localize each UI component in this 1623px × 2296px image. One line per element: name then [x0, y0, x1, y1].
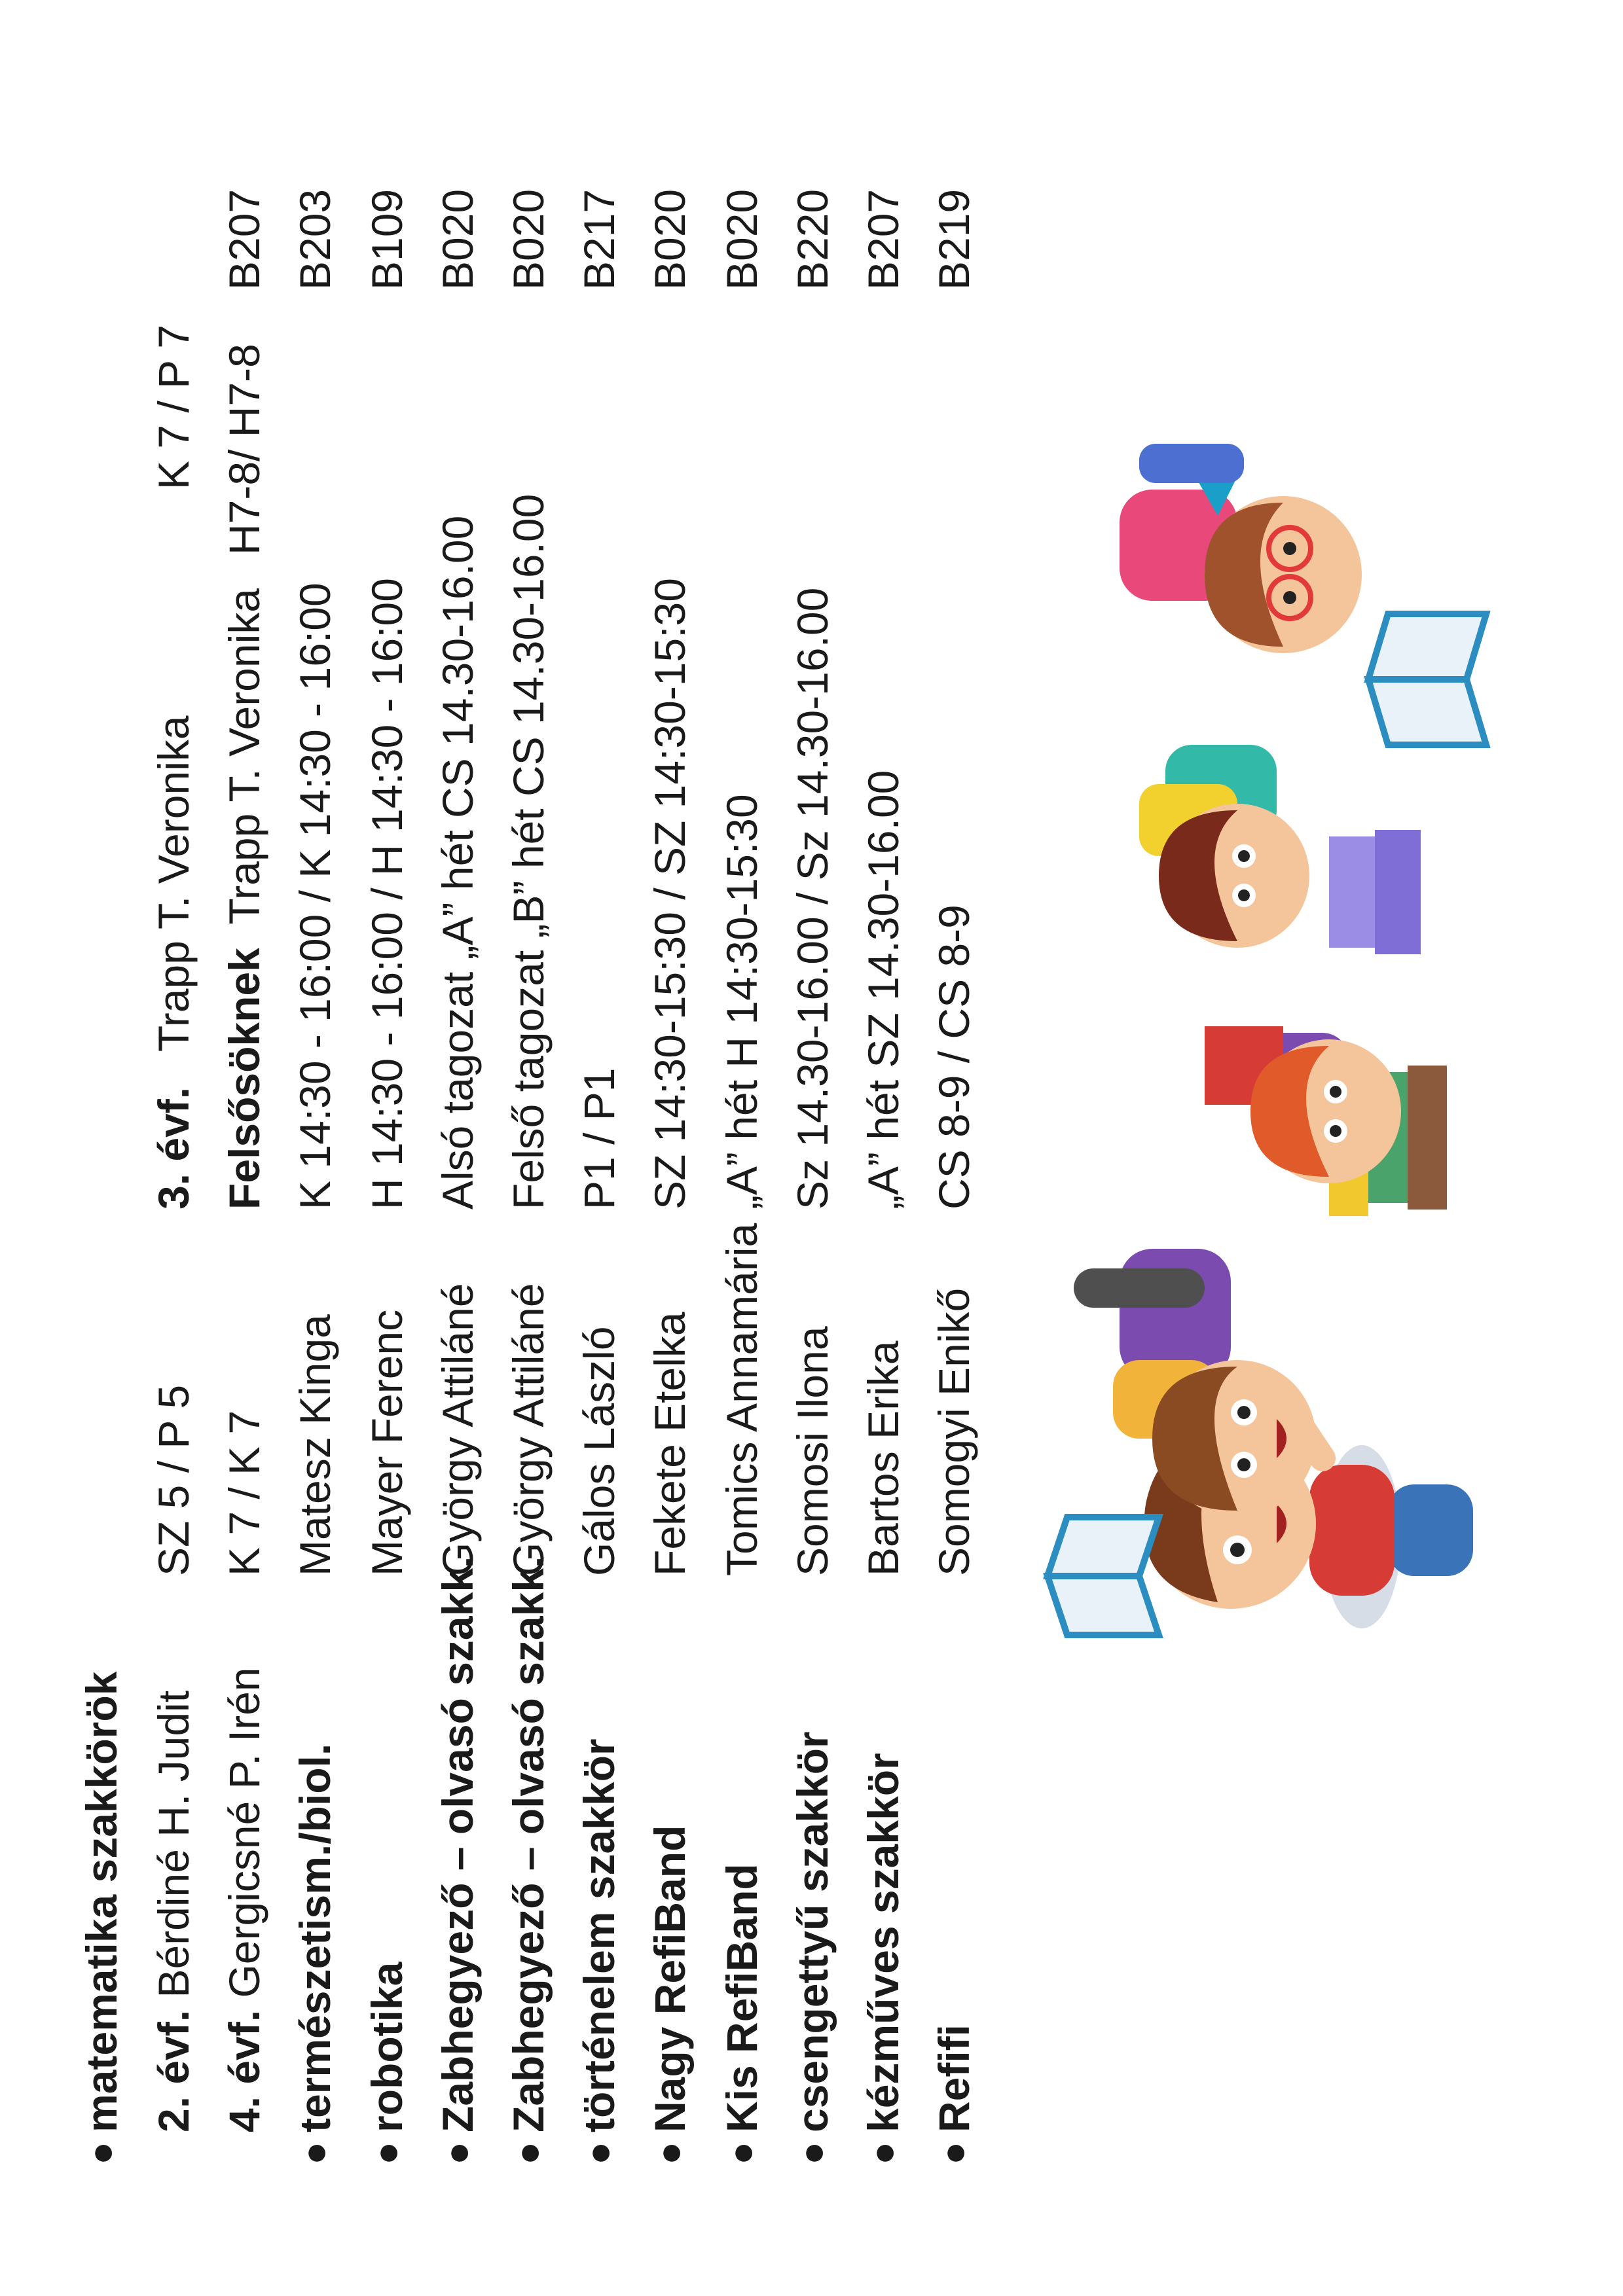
- table-row: [776, 0, 848, 2296]
- schedule: Sz 14.30-16.00 / Sz 14.30-16.00: [788, 587, 837, 1210]
- club-name: Nagy RefiBand: [646, 1825, 694, 2132]
- bullet: ●: [720, 2141, 763, 2165]
- kid-glasses-icon: [1120, 444, 1362, 653]
- kids-reading-illustration: [1021, 365, 1545, 1674]
- teacher-name: Fekete Etelka: [646, 1312, 694, 1576]
- room: B207: [859, 188, 907, 290]
- club-name: Zabhegyező – olvasó szakk.: [433, 1556, 482, 2132]
- schedule: Alsó tagozat „A” hét CS 14.30-16.00: [433, 515, 482, 1210]
- table-row: [208, 0, 280, 2296]
- room: B020: [646, 188, 694, 290]
- table-row: [422, 0, 494, 2296]
- room: B217: [575, 188, 623, 290]
- teacher-name: Trapp T. Veronika: [149, 715, 198, 1052]
- table-row: [847, 0, 919, 2296]
- table-row: [563, 0, 635, 2296]
- kid-green-book-icon: [1139, 745, 1309, 948]
- room: B207: [220, 188, 268, 290]
- table-row: [706, 0, 778, 2296]
- room: B219: [930, 188, 978, 290]
- kid-on-books-icon: [1205, 1026, 1447, 1216]
- room: B203: [291, 188, 339, 290]
- grade-label: 3. évf.: [149, 1086, 198, 1210]
- schedule: SZ 5 / P 5: [149, 1384, 198, 1576]
- schedule: SZ 14:30-15:30 / SZ 14:30-15:30: [646, 578, 694, 1210]
- bullet: ●: [365, 2141, 409, 2165]
- teacher-name: Tomics Annamária: [718, 1223, 766, 1576]
- teacher-name: Bérdiné H. Judit: [149, 1690, 198, 1998]
- schedule: P1 / P1: [575, 1067, 623, 1210]
- grade-label: Felsősöknek: [220, 948, 268, 1210]
- club-name: Refifi: [930, 2024, 978, 2132]
- schedule: „A” hét H 14:30-15:30: [718, 794, 766, 1210]
- table-row: [137, 0, 210, 2296]
- table-row: [351, 0, 423, 2296]
- grade-label: 4. évf.: [220, 2009, 268, 2132]
- table-row: [634, 0, 706, 2296]
- kid-sitting-icon: [1074, 1249, 1316, 1517]
- teacher-name: György Attiláné: [504, 1283, 553, 1576]
- schedule: K 7 / P 7: [149, 325, 198, 490]
- room: B020: [433, 188, 482, 290]
- bullet: ●: [435, 2141, 479, 2165]
- table-row: [492, 0, 564, 2296]
- teacher-name: Gálos László: [575, 1326, 623, 1576]
- club-name: történelem szakkör: [575, 1738, 623, 2132]
- teacher-name: Bartos Erika: [859, 1340, 907, 1576]
- table-row: [65, 0, 137, 2296]
- club-name: Kis RefiBand: [718, 1863, 766, 2132]
- teacher-name: Somogyi Enikő: [930, 1287, 978, 1576]
- teacher-name: Trapp T. Veronika: [220, 588, 268, 925]
- teacher-name: Mayer Ferenc: [363, 1309, 411, 1576]
- schedule: K 14:30 - 16:00 / K 14:30 - 16:00: [291, 583, 339, 1210]
- schedule: H7-8/ H7-8: [220, 344, 268, 555]
- bullet: ●: [577, 2141, 621, 2165]
- teacher-name: Somosi Ilona: [788, 1326, 837, 1576]
- teacher-name: Matesz Kinga: [291, 1314, 339, 1576]
- row-title: matematika szakkörök: [77, 1671, 126, 2132]
- teacher-name: György Attiláné: [433, 1283, 482, 1576]
- teacher-name: Gergicsné P. Irén: [220, 1667, 268, 1998]
- room: B020: [718, 188, 766, 290]
- room: B109: [363, 188, 411, 290]
- bullet: ●: [932, 2141, 976, 2165]
- open-book-icon: [1368, 614, 1486, 745]
- schedule: K 7 / K 7: [220, 1410, 268, 1576]
- schedule: Felső tagozat „B” hét CS 14.30-16.00: [504, 493, 553, 1210]
- club-name: Zabhegyező – olvasó szakk.: [504, 1556, 553, 2132]
- open-book-icon: [1048, 1517, 1159, 1635]
- table-row: [279, 0, 351, 2296]
- schedule: H 14:30 - 16:00 / H 14:30 - 16:00: [363, 578, 411, 1210]
- grade-label: 2. évf.: [149, 2009, 198, 2132]
- schedule: CS 8-9 / CS 8-9: [930, 905, 978, 1210]
- bullet: ●: [861, 2141, 905, 2165]
- club-name: természetism./biol.: [291, 1743, 339, 2132]
- club-name: csengettyű szakkör: [788, 1731, 837, 2132]
- bullet: ●: [506, 2141, 550, 2165]
- bullet: ●: [647, 2141, 691, 2165]
- club-name: kézműves szakkör: [859, 1753, 907, 2132]
- books-stack-icon: [1329, 830, 1421, 954]
- club-name: robotika: [363, 1962, 411, 2132]
- room: B020: [504, 188, 553, 290]
- room: B220: [788, 188, 837, 290]
- bullet: ●: [790, 2141, 834, 2165]
- schedule: „A” hét SZ 14.30-16.00: [859, 770, 907, 1210]
- table-row: [918, 0, 990, 2296]
- bullet: ●: [79, 2141, 123, 2165]
- bullet: ●: [293, 2141, 337, 2165]
